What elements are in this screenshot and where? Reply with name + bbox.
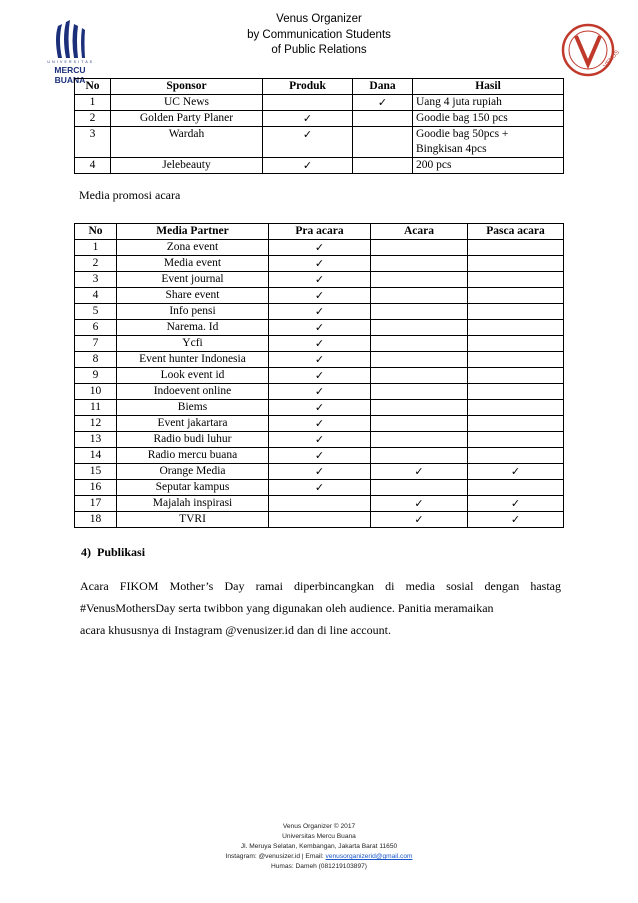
- footer-line-2: Universitas Mercu Buana: [282, 833, 356, 840]
- cell-acara: [371, 288, 468, 304]
- cell-pra-acara: ✓: [269, 384, 371, 400]
- cell-media-partner: Media event: [117, 256, 269, 272]
- cell-no: 4: [75, 288, 117, 304]
- cell-pra-acara: ✓: [269, 240, 371, 256]
- cell-media-partner: Narema. Id: [117, 320, 269, 336]
- cell-no: 15: [75, 464, 117, 480]
- cell-acara: [371, 368, 468, 384]
- col-header-acara: Acara: [371, 224, 468, 240]
- col-header-pra-acara: Pra acara: [269, 224, 371, 240]
- cell-media-partner: Event jakartara: [117, 416, 269, 432]
- cell-no: 7: [75, 336, 117, 352]
- university-caption-small: U N I V E R S I T A S: [47, 60, 93, 64]
- table-row: [75, 352, 564, 368]
- cell-hasil-text: Uang 4 juta rupiah: [416, 96, 502, 108]
- cell-pasca-acara: [468, 384, 564, 400]
- cell-produk: [263, 95, 353, 111]
- cell-hasil: [413, 158, 564, 174]
- cell-acara: [371, 240, 468, 256]
- table-row: [75, 95, 564, 111]
- cell-acara: ✓: [371, 496, 468, 512]
- cell-pasca-acara: [468, 368, 564, 384]
- cell-acara: [371, 432, 468, 448]
- cell-pasca-acara: [468, 416, 564, 432]
- media-table-body: [75, 240, 564, 528]
- cell-media-partner: Majalah inspirasi: [117, 496, 269, 512]
- col-header-no: No: [75, 224, 117, 240]
- cell-pasca-acara: ✓: [468, 496, 564, 512]
- cell-hasil: [413, 111, 564, 127]
- cell-media-partner: Radio budi luhur: [117, 432, 269, 448]
- cell-pra-acara: ✓: [269, 320, 371, 336]
- cell-no: 9: [75, 368, 117, 384]
- university-caption-main: MERCU BUANA: [54, 65, 86, 85]
- table-row: [75, 416, 564, 432]
- table-row: [75, 304, 564, 320]
- cell-acara: [371, 400, 468, 416]
- cell-hasil-text: 200 pcs: [416, 159, 452, 171]
- table-row: [75, 432, 564, 448]
- cell-pasca-acara: [468, 288, 564, 304]
- cell-no: 5: [75, 304, 117, 320]
- footer-line-1: Venus Organizer © 2017: [282, 823, 356, 830]
- cell-no: 6: [75, 320, 117, 336]
- cell-no: 2: [75, 111, 111, 127]
- cell-dana: [353, 158, 413, 174]
- cell-media-partner: Indoevent online: [117, 384, 269, 400]
- cell-no: 3: [75, 272, 117, 288]
- section-heading: [81, 545, 145, 560]
- cell-pasca-acara: [468, 432, 564, 448]
- page-footer: [0, 822, 638, 872]
- cell-acara: [371, 448, 468, 464]
- cell-no: 12: [75, 416, 117, 432]
- cell-pasca-acara: [468, 480, 564, 496]
- cell-no: 3: [75, 127, 111, 158]
- header-line-3: of Public Relations: [271, 44, 367, 56]
- col-header-sponsor: Sponsor: [111, 79, 263, 95]
- cell-acara: [371, 416, 468, 432]
- section-title: Publikasi: [97, 545, 146, 559]
- cell-no: 10: [75, 384, 117, 400]
- cell-media-partner: Info pensi: [117, 304, 269, 320]
- table-row: [75, 320, 564, 336]
- cell-hasil-text: Goodie bag 150 pcs: [416, 112, 508, 124]
- cell-hasil: [413, 127, 564, 158]
- cell-media-partner: Seputar kampus: [117, 480, 269, 496]
- cell-acara: [371, 336, 468, 352]
- table-row: [75, 240, 564, 256]
- cell-produk: ✓: [263, 158, 353, 174]
- cell-no: 8: [75, 352, 117, 368]
- section-number: 4): [81, 545, 91, 559]
- cell-sponsor: Golden Party Planer: [111, 111, 263, 127]
- media-table-header: [75, 224, 564, 240]
- cell-pasca-acara: [468, 256, 564, 272]
- table-row: [75, 288, 564, 304]
- media-caption: Media promosi acara: [79, 188, 181, 202]
- header-line-1: Venus Organizer: [276, 13, 362, 25]
- cell-media-partner: Ycfi: [117, 336, 269, 352]
- cell-pra-acara: ✓: [269, 368, 371, 384]
- cell-sponsor: Jelebeauty: [111, 158, 263, 174]
- header-line-2: by Communication Students: [247, 28, 391, 41]
- cell-no: 18: [75, 512, 117, 528]
- cell-pra-acara: ✓: [269, 464, 371, 480]
- paragraph-body: Acara FIKOM Mother’s Day ramai diperbincangkan di media sosial dengan hastag #VenusMothersDay serta twibbon yang digunakan oleh audience. Panitia meramaikan: [80, 579, 561, 615]
- table-row: [75, 336, 564, 352]
- cell-produk: ✓: [263, 111, 353, 127]
- footer-email-link[interactable]: venusorganizerid@gmail.com: [325, 853, 413, 860]
- cell-pasca-acara: [468, 272, 564, 288]
- cell-hasil-text-2: Bingkisan 4pcs: [416, 143, 487, 155]
- cell-produk: ✓: [263, 127, 353, 158]
- cell-dana: ✓: [353, 95, 413, 111]
- cell-media-partner: Zona event: [117, 240, 269, 256]
- cell-pasca-acara: [468, 448, 564, 464]
- venus-logo-text: VENUS: [602, 49, 621, 70]
- cell-pra-acara: ✓: [269, 416, 371, 432]
- cell-acara: [371, 256, 468, 272]
- cell-pasca-acara: [468, 320, 564, 336]
- table-row: [75, 480, 564, 496]
- cell-pra-acara: ✓: [269, 352, 371, 368]
- cell-acara: [371, 384, 468, 400]
- cell-pasca-acara: [468, 240, 564, 256]
- cell-media-partner: Orange Media: [117, 464, 269, 480]
- cell-acara: ✓: [371, 464, 468, 480]
- cell-sponsor: Wardah: [111, 127, 263, 158]
- cell-media-partner: Biems: [117, 400, 269, 416]
- footer-line-4: [0, 852, 638, 862]
- cell-no: 4: [75, 158, 111, 174]
- cell-acara: [371, 320, 468, 336]
- cell-dana: [353, 111, 413, 127]
- table-row: [75, 158, 564, 174]
- cell-pra-acara: ✓: [269, 336, 371, 352]
- cell-no: 1: [75, 240, 117, 256]
- table-row: [75, 272, 564, 288]
- cell-acara: [371, 304, 468, 320]
- cell-pra-acara: ✓: [269, 432, 371, 448]
- table-row: [75, 400, 564, 416]
- cell-media-partner: Share event: [117, 288, 269, 304]
- col-header-dana: Dana: [353, 79, 413, 95]
- cell-pasca-acara: ✓: [468, 464, 564, 480]
- table-row: [75, 127, 564, 158]
- paragraph-last-line: acara khususnya di Instagram @venusizer.id dan di line account.: [80, 623, 391, 637]
- cell-pasca-acara: [468, 352, 564, 368]
- footer-contact: Instagram: @venusizer.id | Email:: [225, 853, 326, 860]
- cell-pra-acara: ✓: [269, 288, 371, 304]
- table-row: [75, 384, 564, 400]
- table-row: [75, 512, 564, 528]
- cell-pra-acara: ✓: [269, 256, 371, 272]
- cell-no: 11: [75, 400, 117, 416]
- cell-acara: ✓: [371, 512, 468, 528]
- cell-media-partner: Radio mercu buana: [117, 448, 269, 464]
- cell-media-partner: Event journal: [117, 272, 269, 288]
- cell-pasca-acara: [468, 336, 564, 352]
- cell-no: 17: [75, 496, 117, 512]
- col-header-media-partner: Media Partner: [117, 224, 269, 240]
- cell-pra-acara: ✓: [269, 448, 371, 464]
- cell-no: 13: [75, 432, 117, 448]
- footer-line-3: Jl. Meruya Selatan, Kembangan, Jakarta Barat 11650: [240, 843, 398, 850]
- paragraph: [80, 575, 561, 641]
- table-row: [75, 368, 564, 384]
- cell-acara: [371, 272, 468, 288]
- table-row: [75, 448, 564, 464]
- col-header-hasil: Hasil: [413, 79, 564, 95]
- cell-media-partner: TVRI: [117, 512, 269, 528]
- table-row: [75, 496, 564, 512]
- cell-hasil-text: Goodie bag 50pcs +: [416, 128, 509, 140]
- cell-media-partner: Event hunter Indonesia: [117, 352, 269, 368]
- cell-acara: [371, 480, 468, 496]
- sponsor-table: [74, 78, 564, 174]
- cell-sponsor: UC News: [111, 95, 263, 111]
- cell-pra-acara: ✓: [269, 480, 371, 496]
- cell-no: 14: [75, 448, 117, 464]
- cell-pasca-acara: [468, 304, 564, 320]
- venus-logo: [560, 22, 621, 78]
- table-row: [75, 111, 564, 127]
- footer-line-5: Humas: Dameh (081219103897): [270, 863, 368, 870]
- col-header-pasca-acara: Pasca acara: [468, 224, 564, 240]
- cell-pra-acara: ✓: [269, 400, 371, 416]
- sponsor-table-header: [75, 79, 564, 95]
- cell-dana: [353, 127, 413, 158]
- cell-pra-acara: [269, 512, 371, 528]
- venus-logo-icon: [560, 22, 621, 78]
- cell-no: 1: [75, 95, 111, 111]
- table-row: [75, 256, 564, 272]
- cell-media-partner: Look event id: [117, 368, 269, 384]
- col-header-no: No: [75, 79, 111, 95]
- cell-pra-acara: [269, 496, 371, 512]
- cell-pasca-acara: ✓: [468, 512, 564, 528]
- cell-pra-acara: ✓: [269, 272, 371, 288]
- cell-acara: [371, 352, 468, 368]
- page-header: [0, 12, 638, 59]
- cell-no: 16: [75, 480, 117, 496]
- cell-pra-acara: ✓: [269, 304, 371, 320]
- cell-hasil: [413, 95, 564, 111]
- table-row: [75, 464, 564, 480]
- cell-pasca-acara: [468, 400, 564, 416]
- col-header-produk: Produk: [263, 79, 353, 95]
- media-partner-table: [74, 223, 564, 528]
- cell-no: 2: [75, 256, 117, 272]
